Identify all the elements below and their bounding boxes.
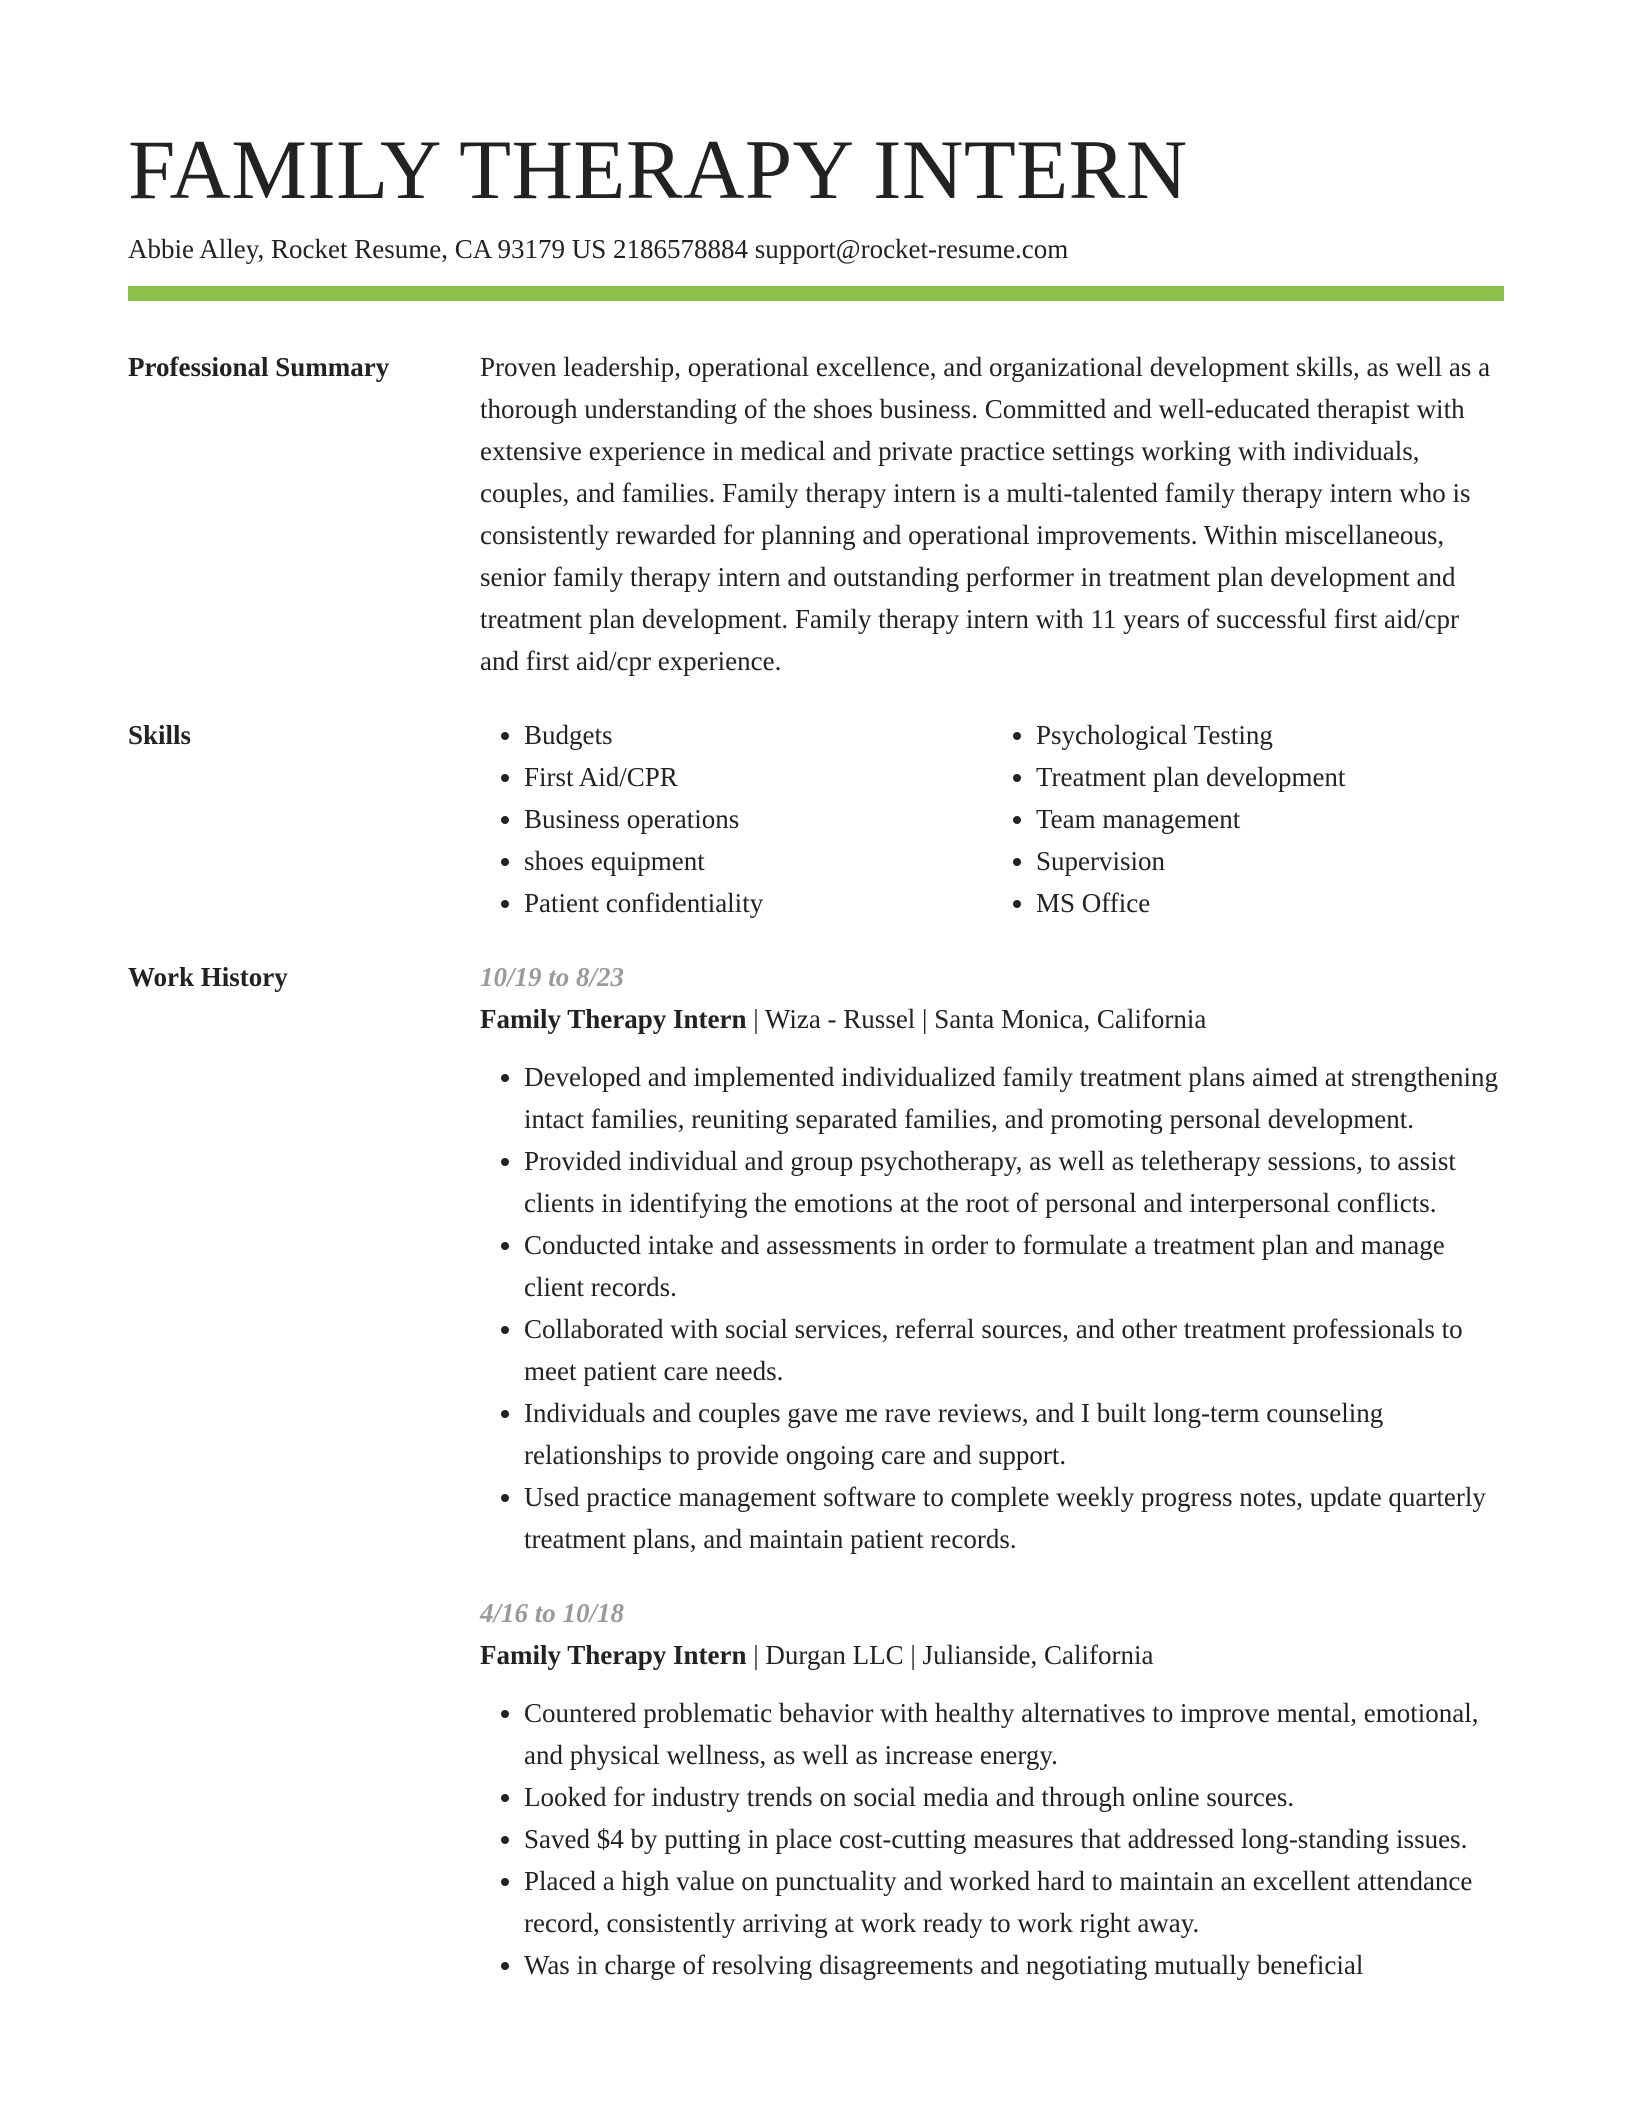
job-dates: 10/19 to 8/23 bbox=[480, 962, 625, 992]
contact-line: Abbie Alley, Rocket Resume, CA 93179 US 2186578884 support@rocket-resume.com bbox=[128, 234, 1069, 264]
job-bullet: • Collaborated with social services, referral sources, and other treatment professionals to meet patient care needs. bbox=[524, 1308, 1504, 1392]
job-bullet: • Provided individual and group psychotherapy, as well as teletherapy sessions, to assist clients in identifying the emotions at the root of personal and interpersonal conflicts. bbox=[524, 1140, 1504, 1224]
job-bullet: • Individuals and couples gave me rave reviews, and I built long-term counseling relationships to provide ongoing care and support. bbox=[524, 1392, 1504, 1476]
skills-heading: Skills bbox=[128, 720, 192, 750]
skill-item: • Business operations bbox=[524, 798, 992, 840]
skills-list-right bbox=[992, 714, 1504, 924]
job-bullet: • Looked for industry trends on social media and through online sources. bbox=[524, 1776, 1504, 1818]
job-title: Family Therapy Intern bbox=[480, 1004, 747, 1034]
job-bullet: • Was in charge of resolving disagreements and negotiating mutually beneficial bbox=[524, 1944, 1504, 1986]
job-bullet: • Saved $4 by putting in place cost-cutting measures that addressed long-standing issues. bbox=[524, 1818, 1504, 1860]
job-title: Family Therapy Intern bbox=[480, 1640, 747, 1670]
skill-item: • MS Office bbox=[1036, 882, 1504, 924]
job-bullets bbox=[480, 1056, 1504, 1560]
job-bullets bbox=[480, 1692, 1504, 1986]
skill-item: • Patient confidentiality bbox=[524, 882, 992, 924]
skill-item: • First Aid/CPR bbox=[524, 756, 992, 798]
skill-item: • Team management bbox=[1036, 798, 1504, 840]
job-heading bbox=[480, 1634, 1504, 1676]
job-bullet: • Used practice management software to complete weekly progress notes, update quarterly treatment plans, and maintain patient records. bbox=[524, 1476, 1504, 1560]
job-bullet: • Conducted intake and assessments in order to formulate a treatment plan and manage client records. bbox=[524, 1224, 1504, 1308]
job-employer-location: | Durgan LLC | Julianside, California bbox=[746, 1640, 1154, 1670]
work-history-heading: Work History bbox=[128, 962, 288, 992]
skill-item: • Psychological Testing bbox=[1036, 714, 1504, 756]
skill-item: • Treatment plan development bbox=[1036, 756, 1504, 798]
header-divider bbox=[128, 286, 1504, 301]
summary-text: Proven leadership, operational excellence, and organizational development skills, as well as a thorough understanding of the shoes business. Committed and well-educated therapist with extensive experience in medical and private practice settings working with individuals, couples, and families. Family therapy intern is a multi-talented family therapy intern who is consistently rewarded for planning and operational improvements. Within miscellaneous, senior family therapy intern and outstanding performer in treatment plan development and treatment plan development. Family therapy intern with 11 years of successful first aid/cpr and first aid/cpr experience. bbox=[480, 352, 1491, 676]
job-entry bbox=[480, 956, 1504, 1560]
job-employer-location: | Wiza - Russel | Santa Monica, California bbox=[746, 1004, 1207, 1034]
job-bullet: • Placed a high value on punctuality and worked hard to maintain an excellent attendance record, consistently arriving at work ready to work right away. bbox=[524, 1860, 1504, 1944]
summary-body bbox=[480, 346, 1504, 682]
summary-heading: Professional Summary bbox=[128, 352, 390, 382]
skills-list-left bbox=[480, 714, 992, 924]
job-bullet: • Countered problematic behavior with healthy alternatives to improve mental, emotional, and physical wellness, as well as increase energy. bbox=[524, 1692, 1504, 1776]
work-history-body bbox=[480, 956, 1504, 1986]
job-dates: 4/16 to 10/18 bbox=[480, 1598, 625, 1628]
job-heading bbox=[480, 998, 1504, 1040]
skills-body bbox=[480, 714, 1504, 924]
job-entry bbox=[480, 1592, 1504, 1986]
job-bullet: • Developed and implemented individualized family treatment plans aimed at strengthening intact families, reuniting separated families, and promoting personal development. bbox=[524, 1056, 1504, 1140]
skill-item: • Supervision bbox=[1036, 840, 1504, 882]
resume-title: FAMILY THERAPY INTERN bbox=[128, 123, 1188, 217]
skill-item: • shoes equipment bbox=[524, 840, 992, 882]
skill-item: • Budgets bbox=[524, 714, 992, 756]
